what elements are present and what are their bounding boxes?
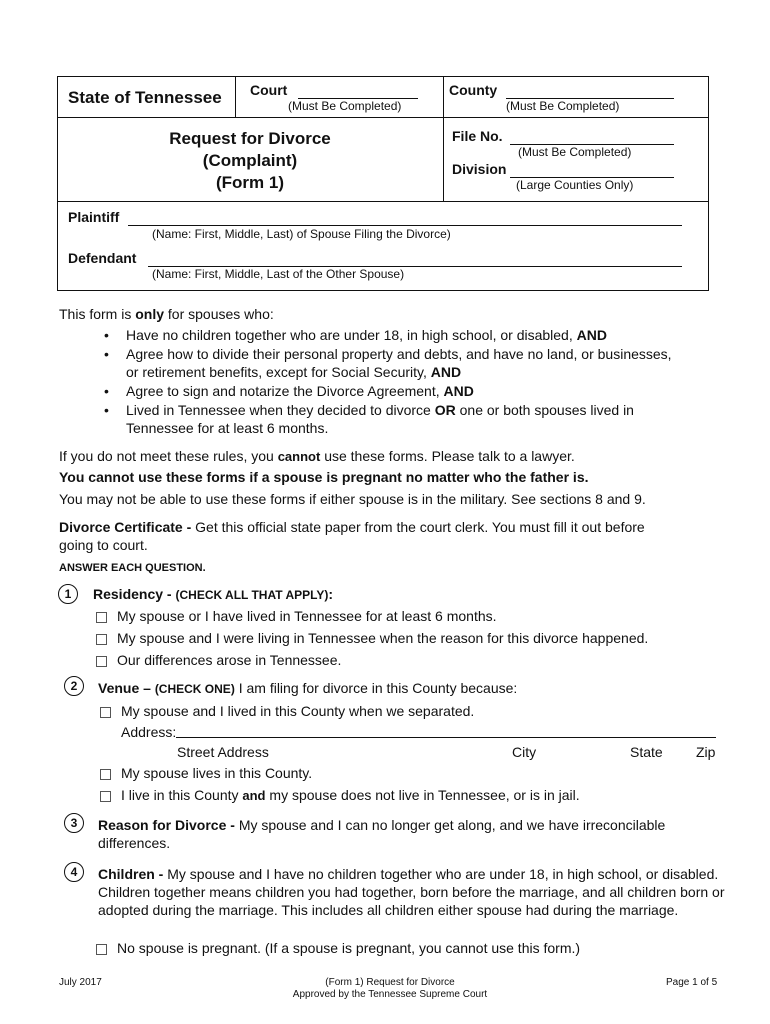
q1-option-2[interactable]: My spouse and I were living in Tennessee when the reason for this divorce happened.	[96, 629, 648, 647]
division-hint: (Large Counties Only)	[516, 178, 634, 192]
checkbox-icon[interactable]	[100, 769, 111, 780]
list-item: • Agree to sign and notarize the Divorce Agreement, AND	[126, 382, 474, 400]
q1-heading: Residency - (CHECK ALL THAT APPLY):	[93, 586, 334, 602]
state-title: State of Tennessee	[68, 88, 222, 107]
question-number: 3	[64, 813, 84, 833]
city-label: City	[512, 744, 537, 760]
footer-approval: Approved by the Tennessee Supreme Court	[292, 989, 488, 1000]
pregnant-warning: You cannot use these forms if a spouse is pregnant no matter who the father is.	[59, 469, 589, 485]
q3-text: Reason for Divorce - My spouse and I can no longer get along, and we have irreconcilable differences.	[98, 817, 666, 851]
form-title-line1: Request for Divorce	[169, 129, 331, 148]
rules-text: If you do not meet these rules, you cannot use these forms. Please talk to a lawyer.	[59, 448, 575, 464]
q2-option-2[interactable]: My spouse lives in this County.	[100, 764, 312, 782]
address-label: Address:	[121, 724, 177, 740]
checkbox-icon[interactable]	[100, 707, 111, 718]
zip-label: Zip	[696, 744, 716, 760]
question-number: 1	[58, 584, 78, 604]
court-field[interactable]	[298, 84, 418, 99]
county-field[interactable]	[506, 84, 674, 99]
list-item: • Agree how to divide their personal property and debts, and have no land, or businesses, or retirement benefits, except for Social Security, AND	[126, 345, 672, 381]
street-label: Street Address	[177, 744, 269, 760]
question-number: 4	[64, 862, 84, 882]
footer-page: Page 1 of 5	[666, 977, 718, 988]
file-no-hint: (Must Be Completed)	[518, 145, 632, 159]
form-title-line3: (Form 1)	[216, 173, 284, 192]
file-no-field[interactable]	[510, 130, 674, 145]
list-item: • Have no children together who are under 18, in high school, or disabled, AND	[126, 326, 607, 344]
address-field[interactable]	[176, 723, 716, 738]
court-label: Court	[250, 82, 288, 98]
list-item: • Lived in Tennessee when they decided to divorce OR one or both spouses lived in Tennessee for at least 6 months.	[126, 401, 634, 437]
checkbox-icon[interactable]	[96, 612, 107, 623]
checkbox-icon[interactable]	[96, 944, 107, 955]
plaintiff-field[interactable]	[128, 211, 682, 226]
q4-text: Children - My spouse and I have no children together who are under 18, in high school, or disabled. Children together means children you had together, born before the marriage, and all children born or adopted during the marriage. This includes all children either spouse had during the marriage.	[98, 866, 725, 918]
checkbox-icon[interactable]	[96, 634, 107, 645]
state-label: State	[630, 744, 663, 760]
division-label: Division	[452, 161, 507, 177]
division-field[interactable]	[510, 163, 674, 178]
certificate-text: Divorce Certificate - Get this official state paper from the court clerk. You must fill it out before going to court.	[59, 519, 645, 553]
intro-text: This form is only for spouses who:	[59, 306, 274, 322]
q2-option-1[interactable]: My spouse and I lived in this County when we separated.	[100, 702, 474, 720]
form-title-line2: (Complaint)	[202, 151, 298, 170]
divider	[57, 201, 709, 202]
defendant-label: Defendant	[68, 250, 137, 266]
q2-heading: Venue – (CHECK ONE) I am filing for divorce in this County because:	[98, 680, 518, 696]
form-title	[160, 128, 340, 194]
q1-option-3[interactable]: Our differences arose in Tennessee.	[96, 651, 341, 669]
divider	[443, 76, 444, 201]
answer-heading: ANSWER EACH QUESTION.	[59, 562, 206, 574]
county-label: County	[449, 82, 498, 98]
plaintiff-hint: (Name: First, Middle, Last) of Spouse Filing the Divorce)	[152, 227, 451, 241]
q4-option-pregnant[interactable]: No spouse is pregnant. (If a spouse is pregnant, you cannot use this form.)	[96, 939, 580, 957]
military-text: You may not be able to use these forms if either spouse is in the military. See sections 8 and 9.	[59, 491, 646, 507]
q2-option-3[interactable]: I live in this County and my spouse does not live in Tennessee, or is in jail.	[100, 786, 580, 805]
q1-option-1[interactable]: My spouse or I have lived in Tennessee for at least 6 months.	[96, 607, 497, 625]
court-hint: (Must Be Completed)	[288, 99, 402, 113]
divider	[235, 76, 236, 117]
footer-date: July 2017	[59, 977, 102, 988]
plaintiff-label: Plaintiff	[68, 209, 120, 225]
checkbox-icon[interactable]	[96, 656, 107, 667]
defendant-field[interactable]	[148, 252, 682, 267]
defendant-hint: (Name: First, Middle, Last of the Other Spouse)	[152, 267, 405, 281]
footer-form-name: (Form 1) Request for Divorce	[325, 977, 455, 988]
question-number: 2	[64, 676, 84, 696]
county-hint: (Must Be Completed)	[506, 99, 620, 113]
checkbox-icon[interactable]	[100, 791, 111, 802]
footer-center	[240, 977, 540, 1001]
file-no-label: File No.	[452, 128, 503, 144]
divider	[57, 117, 709, 118]
